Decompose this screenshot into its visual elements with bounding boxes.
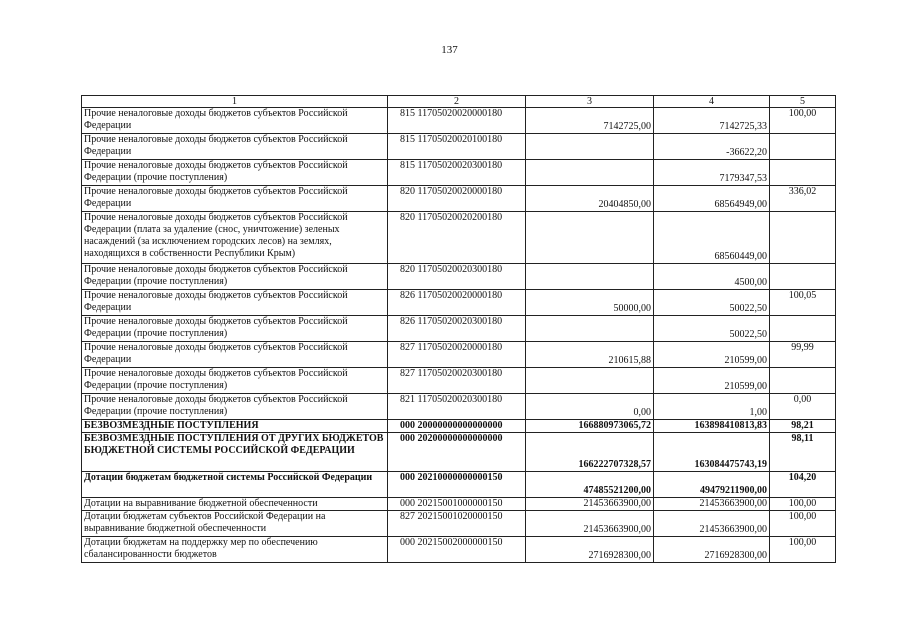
row-fact-value: 68564949,00 [654, 186, 770, 212]
row-code: 000 20215001000000150 [388, 498, 526, 511]
column-header: 1 [82, 96, 388, 108]
row-plan-value: 47485521200,00 [526, 472, 654, 498]
row-plan-value: 21453663900,00 [526, 511, 654, 537]
row-percent [770, 368, 836, 394]
row-plan-value: 166222707328,57 [526, 433, 654, 472]
row-code: 000 20215002000000150 [388, 537, 526, 563]
row-plan-value: 0,00 [526, 394, 654, 420]
row-percent: 99,99 [770, 342, 836, 368]
row-plan-value: 166880973065,72 [526, 420, 654, 433]
row-percent [770, 316, 836, 342]
row-percent: 0,00 [770, 394, 836, 420]
row-fact-value: 7179347,53 [654, 160, 770, 186]
row-code: 820 11705020020200180 [388, 212, 526, 264]
row-plan-value: 2716928300,00 [526, 537, 654, 563]
row-percent: 98,21 [770, 420, 836, 433]
row-code: 815 11705020020300180 [388, 160, 526, 186]
table-row [82, 264, 836, 290]
table-row [82, 316, 836, 342]
row-name: Дотации бюджетам субъектов Российской Федерации на выравнивание бюджетной обеспеченности [82, 511, 388, 537]
row-code: 826 11705020020300180 [388, 316, 526, 342]
row-percent: 104,20 [770, 472, 836, 498]
table-row [82, 420, 836, 433]
row-name: БЕЗВОЗМЕЗДНЫЕ ПОСТУПЛЕНИЯ [82, 420, 388, 433]
row-fact-value: 7142725,33 [654, 108, 770, 134]
row-name: Прочие неналоговые доходы бюджетов субъектов Российской Федерации (прочие поступления) [82, 160, 388, 186]
row-plan-value [526, 316, 654, 342]
row-name: БЕЗВОЗМЕЗДНЫЕ ПОСТУПЛЕНИЯ ОТ ДРУГИХ БЮДЖЕТОВ БЮДЖЕТНОЙ СИСТЕМЫ РОССИЙСКОЙ ФЕДЕРАЦИИ [82, 433, 388, 472]
row-plan-value: 20404850,00 [526, 186, 654, 212]
row-code: 820 11705020020300180 [388, 264, 526, 290]
table-row [82, 160, 836, 186]
row-fact-value: 2716928300,00 [654, 537, 770, 563]
row-name: Прочие неналоговые доходы бюджетов субъектов Российской Федерации (прочие поступления) [82, 264, 388, 290]
table-row [82, 537, 836, 563]
row-code: 821 11705020020300180 [388, 394, 526, 420]
row-name: Дотации бюджетам бюджетной системы Российской Федерации [82, 472, 388, 498]
table-row [82, 511, 836, 537]
table-row [82, 394, 836, 420]
row-plan-value: 7142725,00 [526, 108, 654, 134]
row-plan-value: 21453663900,00 [526, 498, 654, 511]
row-code: 827 20215001020000150 [388, 511, 526, 537]
table-row [82, 212, 836, 264]
row-fact-value: 1,00 [654, 394, 770, 420]
row-percent: 100,00 [770, 498, 836, 511]
row-fact-value: 21453663900,00 [654, 511, 770, 537]
row-code: 000 20000000000000000 [388, 420, 526, 433]
row-code: 815 11705020020100180 [388, 134, 526, 160]
row-fact-value: 21453663900,00 [654, 498, 770, 511]
table-row [82, 290, 836, 316]
row-fact-value: 49479211900,00 [654, 472, 770, 498]
row-name: Прочие неналоговые доходы бюджетов субъектов Российской Федерации [82, 134, 388, 160]
row-percent [770, 160, 836, 186]
row-fact-value: 50022,50 [654, 290, 770, 316]
row-percent [770, 264, 836, 290]
table-row [82, 134, 836, 160]
row-name: Прочие неналоговые доходы бюджетов субъектов Российской Федерации (прочие поступления) [82, 368, 388, 394]
row-plan-value [526, 134, 654, 160]
table-row [82, 472, 836, 498]
revenue-table [81, 95, 836, 563]
row-plan-value: 210615,88 [526, 342, 654, 368]
row-percent: 336,02 [770, 186, 836, 212]
page-number: 137 [441, 44, 458, 56]
row-code: 000 20200000000000000 [388, 433, 526, 472]
row-plan-value [526, 368, 654, 394]
row-plan-value [526, 264, 654, 290]
row-fact-value: 163898410813,83 [654, 420, 770, 433]
row-name: Прочие неналоговые доходы бюджетов субъектов Российской Федерации [82, 108, 388, 134]
column-header: 3 [526, 96, 654, 108]
row-name: Прочие неналоговые доходы бюджетов субъектов Российской Федерации (плата за удаление (снос, уничтожение) зеленых насаждений (за исключением городских лесов) на землях, находящихся в собственности Республики Крым) [82, 212, 388, 264]
row-name: Прочие неналоговые доходы бюджетов субъектов Российской Федерации [82, 342, 388, 368]
row-fact-value: -36622,20 [654, 134, 770, 160]
row-percent [770, 134, 836, 160]
row-code: 826 11705020020000180 [388, 290, 526, 316]
row-name: Прочие неналоговые доходы бюджетов субъектов Российской Федерации [82, 290, 388, 316]
column-header: 4 [654, 96, 770, 108]
row-code: 815 11705020020000180 [388, 108, 526, 134]
table-row [82, 498, 836, 511]
table-row [82, 108, 836, 134]
table-header-row [82, 96, 836, 108]
row-plan-value [526, 212, 654, 264]
table-row [82, 342, 836, 368]
row-plan-value: 50000,00 [526, 290, 654, 316]
row-fact-value: 210599,00 [654, 342, 770, 368]
row-code: 000 20210000000000150 [388, 472, 526, 498]
row-plan-value [526, 160, 654, 186]
row-percent: 98,11 [770, 433, 836, 472]
row-fact-value: 4500,00 [654, 264, 770, 290]
row-name: Дотации на выравнивание бюджетной обеспеченности [82, 498, 388, 511]
column-header: 5 [770, 96, 836, 108]
row-percent: 100,00 [770, 108, 836, 134]
row-code: 827 11705020020300180 [388, 368, 526, 394]
row-percent: 100,00 [770, 511, 836, 537]
row-fact-value: 68560449,00 [654, 212, 770, 264]
row-name: Дотации бюджетам на поддержку мер по обеспечению сбалансированности бюджетов [82, 537, 388, 563]
row-name: Прочие неналоговые доходы бюджетов субъектов Российской Федерации (прочие поступления) [82, 394, 388, 420]
row-name: Прочие неналоговые доходы бюджетов субъектов Российской Федерации [82, 186, 388, 212]
row-code: 827 11705020020000180 [388, 342, 526, 368]
row-fact-value: 163084475743,19 [654, 433, 770, 472]
row-percent: 100,00 [770, 537, 836, 563]
row-code: 820 11705020020000180 [388, 186, 526, 212]
row-fact-value: 210599,00 [654, 368, 770, 394]
row-fact-value: 50022,50 [654, 316, 770, 342]
row-percent: 100,05 [770, 290, 836, 316]
row-name: Прочие неналоговые доходы бюджетов субъектов Российской Федерации (прочие поступления) [82, 316, 388, 342]
row-percent [770, 212, 836, 264]
table-row [82, 433, 836, 472]
table-row [82, 368, 836, 394]
column-header: 2 [388, 96, 526, 108]
table-row [82, 186, 836, 212]
